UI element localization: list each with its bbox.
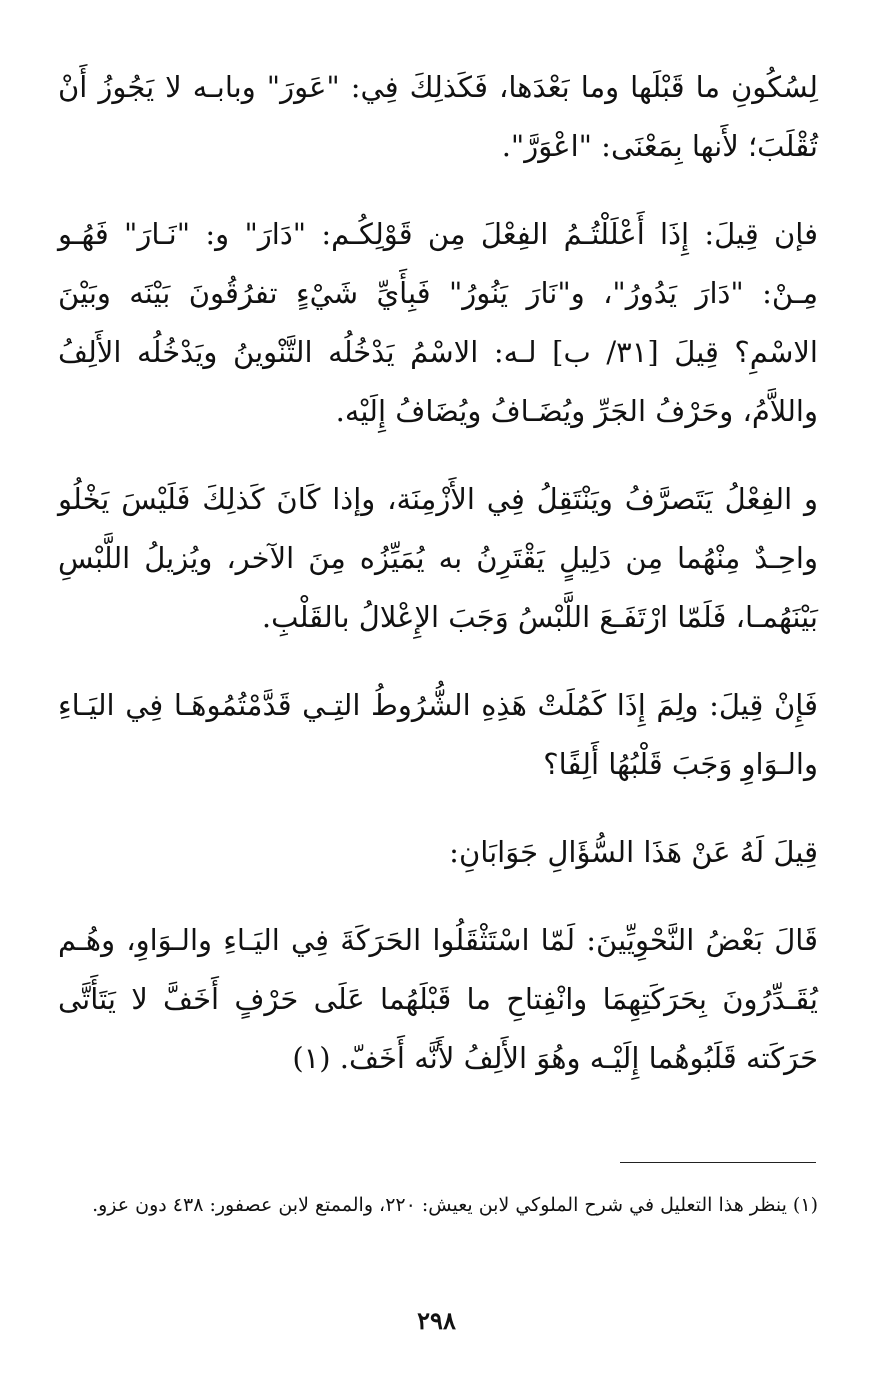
paragraph-1: لِسُكُونِ ما قَبْلَها وما بَعْدَها، فَكَذلِكَ فِي: "عَورَ" وبابـه لا يَجُوزُ أَنْ تُقْلَبَ؛ لأَنها بِمَعْنَى: "اعْوَرَّ".: [58, 70, 818, 163]
main-text: [58, 58, 818, 1117]
paragraph-6: قَالَ بَعْضُ النَّحْوِيِّينَ: لَمّا اسْتَثْقَلُوا الحَرَكَةَ فِي اليَـاءِ والـوَاوِ، وهُـم يُقَـدِّرُونَ بِحَرَكَتِهِمَا وانْفِتاحِ ما قَبْلَهُما عَلَى حَرْفٍ أَخَفَّ لا يَتَأَتَّى حَرَكَته قَلَبُوهُما إِلَيْـه وهُوَ الأَلِفُ لأَنَّه أَخَفّ. (١): [58, 923, 818, 1075]
paragraph-4: فَإِنْ قِيلَ: ولِمَ إِذَا كَمُلَتْ هَذِهِ الشُّرُوطُ التِـي قَدَّمْتُمُوهَـا فِي اليَـاءِ والـوَاوِ وَجَبَ قَلْبُهُا أَلِفًا؟: [58, 688, 818, 781]
footnote: (١) ينظر هذا التعليل في شرح الملوكي لابن يعيش: ٢٢٠، والممتع لابن عصفور: ٤٣٨ دون عزو.: [92, 1194, 818, 1216]
paragraph-3: و الفِعْلُ يَتَصرَّفُ ويَنْتَقِلُ فِي الأَزْمِنَة، وإذا كَانَ كَذلِكَ فَلَيْسَ يَخْلُو واحِـدٌ مِنْهُما مِن دَلِيلٍ يَقْتَرِنُ به يُمَيِّزُه مِنَ الآخر، ويُزيلُ اللَّبْسِ بَيْنَهُمـا، فَلَمّا ارْتَفَـعَ اللَّبْسُ وَجَبَ الإِعْلالُ بالقَلْبِ.: [58, 482, 818, 634]
paragraph-5: قِيلَ لَهُ عَنْ هَذَا السُّؤَالِ جَوَابَانِ:: [449, 835, 818, 869]
paragraph-2: فإن قِيلَ: إِذَا أَعْلَلْتُـمُ الفِعْلَ مِن قَوْلِكُـم: "دَارَ" و: "نَـارَ" فَهُـو مِـنْ: "دَارَ يَدُورُ"، و"نَارَ يَنُورُ" فَبِأَيِّ شَيْءٍ تفرُقُونَ بَيْنَه وبَيْنَ الاسْمِ؟ قِيلَ [٣١/ ب] لـه: الاسْمُ يَدْخُلُه التَّنْوينُ ويَدْخُلُه الأَلِفُ واللاَّمُ، وحَرْفُ الجَرِّ ويُضَـافُ ويُضَافُ إِلَيْه.: [58, 217, 818, 428]
page-number: ٢٩٨: [417, 1306, 456, 1335]
footnote-separator: [620, 1162, 816, 1163]
